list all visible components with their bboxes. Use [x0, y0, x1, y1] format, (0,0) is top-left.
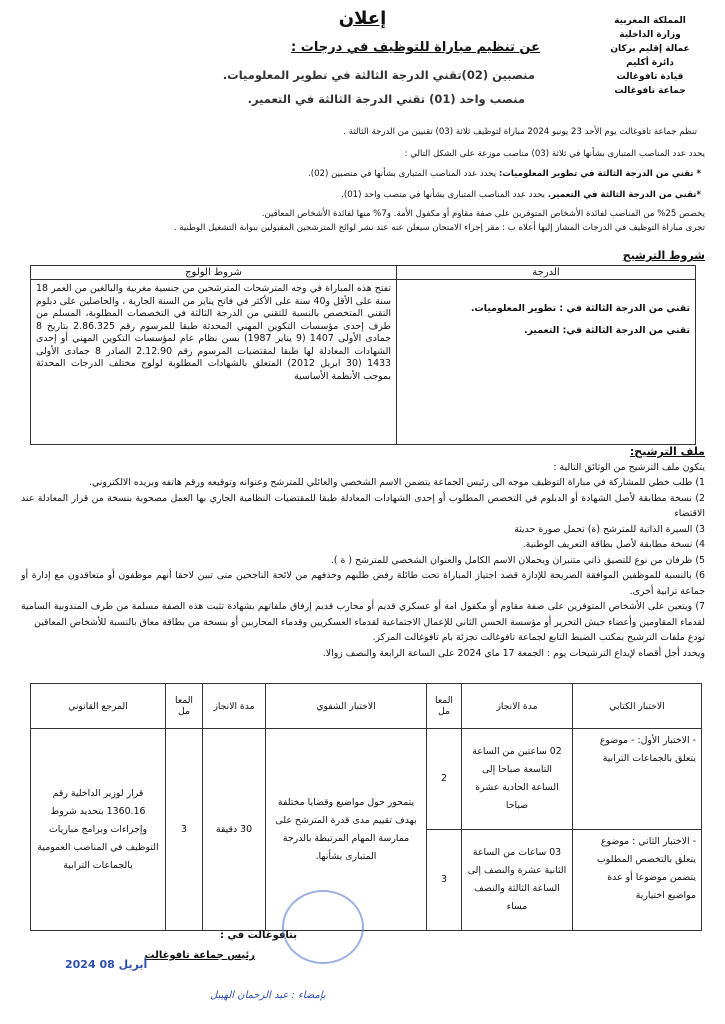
document-item: 1) طلب خطي للمشاركة في مباراة التوظيف موجه الى رئيس الجماعة يتضمن الاسم الشخصي والعائلي للمترشح وعنوانه وتوقيعه ورقم هاتفه وبريده الالكتروني.	[88, 477, 705, 488]
intro-item-2-text: يحدد عدد المناصب المتبارى بشأنها في منصب واحد (01).	[341, 190, 546, 200]
written-test-1: - الاختبار الأول: - موضوع يتعلق بالجماعات الترابية	[573, 729, 702, 830]
col-conditions: شروط الولوج	[31, 266, 397, 280]
written-test-2-coef: 3	[427, 830, 462, 931]
intro-item-2	[341, 189, 701, 202]
col-oral-duration: مدة الانجاز	[203, 684, 266, 729]
col-legal-ref: المرجع القانوني	[31, 684, 166, 729]
conditions-row	[31, 280, 696, 445]
page-title: إعلان	[338, 8, 387, 29]
issuer-line: قيادة تافوغالت	[616, 72, 684, 82]
issuer-line: وزارة الداخلية	[619, 30, 681, 40]
application-file-section	[21, 444, 705, 661]
conditions-header-row	[31, 266, 696, 280]
application-file-intro: يتكون ملف الترشيح من الوثائق التالية :	[553, 461, 705, 473]
exam-header-row	[31, 684, 702, 729]
document-item: 4) نسخة مطابقة لأصل بطاقة التعريف الوطنية.	[522, 539, 705, 550]
conditions-heading: شروط الترشيح	[622, 249, 705, 262]
announcement-subtitle: عن تنظيم مباراة للتوظيف في درجات :	[291, 40, 540, 55]
issuer-line: عمالة إقليم بركان	[610, 44, 690, 54]
col-grade: الدرجة	[397, 266, 696, 280]
oral-test: يتمحور حول مواضيع وقضايا مختلفة بهدف تقييم مدى قدرة المترشح على ممارسة المهام المرتبطة بالدرجة المتبارى بشأنها.	[266, 729, 427, 931]
official-seal	[282, 890, 364, 964]
col-written: الاختبار الكتابي	[573, 684, 702, 729]
issuer-line: جماعة تافوغالت	[614, 86, 686, 96]
deposit-location: تودع ملفات الترشيح بمكتب الضبط التابع لجماعة تافوغالت تجزئة بام تافوغالت المركز.	[372, 632, 705, 643]
written-test-2: - الاختبار الثاني : موضوع يتعلق بالتخصص المطلوب يتضمن موضوعا أو عدة مواضيع اختيارية	[573, 830, 702, 931]
document-item: 5) ظرفان من نوع للتصيق ذاتي متنبران ويحملان الاسم الكامل والعنوان الشخصي للمترشح ( ة ).	[330, 554, 705, 566]
document-item: 2) نسخة مطابقة لأصل الشهادة أو الدبلوم في التخصص المطلوب أو إحدى الشهادات المعادلة طبقا للمقتضيات النظامية الجاري بها العمل مصحوبة بنسخة من قرار المعادلة عند الاقتضاء	[21, 492, 705, 519]
signature-place: بتافوغالت في :	[220, 930, 297, 941]
written-test-2-duration: 03 ساعات من الساعة الثانية عشرة والنصف إلى الساعة الثالثة والنصف مساء	[462, 830, 573, 931]
deposit-deadline: ويحدد أجل أقصاه لإيداع الترشيحات يوم : الجمعة 17 ماي 2024 على الساعة الرابعة والنصف زوالا.	[322, 647, 705, 659]
post-line-1: منصبين (02)تقني الدرجة الثالثة في تطوير المعلوميات.	[222, 68, 535, 82]
oral-duration: 30 دقيقة	[203, 729, 266, 931]
written-test-1-duration: 02 ساعتين من الساعة التاسعة صباحا إلى الساعة الحادية عشرة صباحا	[462, 729, 573, 830]
col-oral: الاختبار الشفوي	[266, 684, 427, 729]
document-item: 6) بالنسبة للموظفين الموافقة الصريحة للإدارة قصد اجتياز المباراة تحت طائلة رفض طلبهم وحذفهم من لائحة الناجحين متى تبين لاحقا أنهم موظفون أو متعاقدون مع إدارة أو جماعة ترابية أخرى.	[21, 570, 705, 597]
quota-note: يخصص 25% من المناصب لفائدة الأشخاص المتوفرين على صفة مقاوم أو مكفول الأمة. و7% منها لفائدة الأشخاص المعاقين.	[261, 209, 705, 219]
conditions-text: تفتح هذه المباراة في وجه المترشحات المترشحين من جنسية مغربية والبالغين من العمر 18 سنة على الأقل و40 سنة على الأكثر في فاتح يناير من السنة الجارية ، والحاصلين على دبلوم التقني المتخصص بالنسبة للتقني من الدرجة الثالثة في التخصصات المطلوبة، المسلم من طرف إحدى مؤسسات التكوين المهني المحدثة طبقا للمرسوم رقم 2.86.325 بتاريخ 8 جمادى الأولى 1407 (9 يناير 1987) بسن نظام عام لمؤسسات التكوين المهني أو إحدى الشهادات المعادلة لها طبقا لمقتضيات المرسوم رقم 2.12.90 الصادر 8 جمادى الأولى 1433 (30 ابريل 2012) المتعلق بالشهادات المطلوبة لولوج مختلف الدرجات المحدثة بموجب الأنظمة الأساسية	[31, 280, 397, 445]
intro-line-1: تنظم جماعة تافوغالت يوم الأحد 23 يونيو 2024 مباراة لتوظيف ثلاثة (03) تقنيين من الدرجة الثالثة .	[343, 127, 697, 137]
exam-table	[30, 683, 702, 931]
grade-1: تقني من الدرجة الثالثة في : تطوير المعلوميات.	[470, 303, 690, 314]
signature: بإمضاء : عبد الرحمان الهيبل	[210, 990, 326, 1001]
issuer-line: المملكة المغربية	[614, 16, 686, 26]
intro-item-2-label: *تقني من الدرجة الثالثة في التعمير.	[547, 190, 701, 200]
oral-coef: 3	[166, 729, 203, 931]
written-test-1-coef: 2	[427, 729, 462, 830]
exam-row	[31, 729, 702, 830]
col-written-duration: مدة الانجاز	[462, 684, 573, 729]
issuer-line: دائرة أكليم	[626, 58, 674, 68]
grade-2: تقني من الدرجة الثالثة في: التعمير.	[524, 325, 690, 336]
date-stamp: 2024 أبريل 08	[65, 958, 148, 971]
document-item: 7) ويتعين على الأشخاص المتوفرين على صفة مقاوم أو مكفول امة أو عسكري قديم أو محارب قديم إرفاق ملفاتهم بشهادة تثبت هذه الصفة مسلمة من طرف المندوبية السامية لقدماء المقاومين وأعضاء جيش التحرير أو مؤسسة الحسن الثاني للإعمال الاجتماعية لقدماء العسكريين وقدماء المحاربين أو بنسخة من بطاقة معاق بالنسبة للأشخاص المعاقين	[21, 601, 705, 628]
application-file-heading: ملف الترشيح:	[629, 445, 705, 458]
col-written-coef: المعا مل	[427, 684, 462, 729]
col-oral-coef: المعا مل	[166, 684, 203, 729]
exam-location-note: تجرى مباراة التوظيف في الدرجات المشار إليها أعلاه ب : مقر إجراء الامتحان سيعلن عنه عند نشر لوائح المترشحين المقبولين ببوابة التشغيل الوطنية .	[173, 223, 705, 233]
intro-item-1-label: * تقني من الدرجة الثالثة في تطوير المعلوميات:	[498, 169, 701, 179]
document-item: 3) السيرة الذاتية للمترشح (ة) تحمل صورة حديثة	[514, 523, 705, 535]
legal-reference: قرار لوزير الداخلية رقم 1360.16 بتحديد شروط وإجراءات وبرامج مباريات التوظيف في المناصب العمومية بالجماعات الترابية	[31, 729, 166, 931]
intro-item-1-text: يحدد عدد المناصب المتبارى بشأنها في منصبين (02).	[308, 169, 497, 179]
intro-line-2: يحدد عدد المناصب المتبارى بشأنها في ثلاثة (03) مناصب موزعة على الشكل التالي :	[404, 149, 705, 159]
intro-item-1	[308, 168, 701, 181]
president-title: رئيس جماعة تافوغالت	[144, 950, 255, 961]
post-line-2: منصب واحد (01) تقني الدرجة الثالثة في التعمير.	[247, 92, 525, 106]
conditions-table	[30, 265, 696, 445]
grade-cell	[397, 280, 696, 445]
